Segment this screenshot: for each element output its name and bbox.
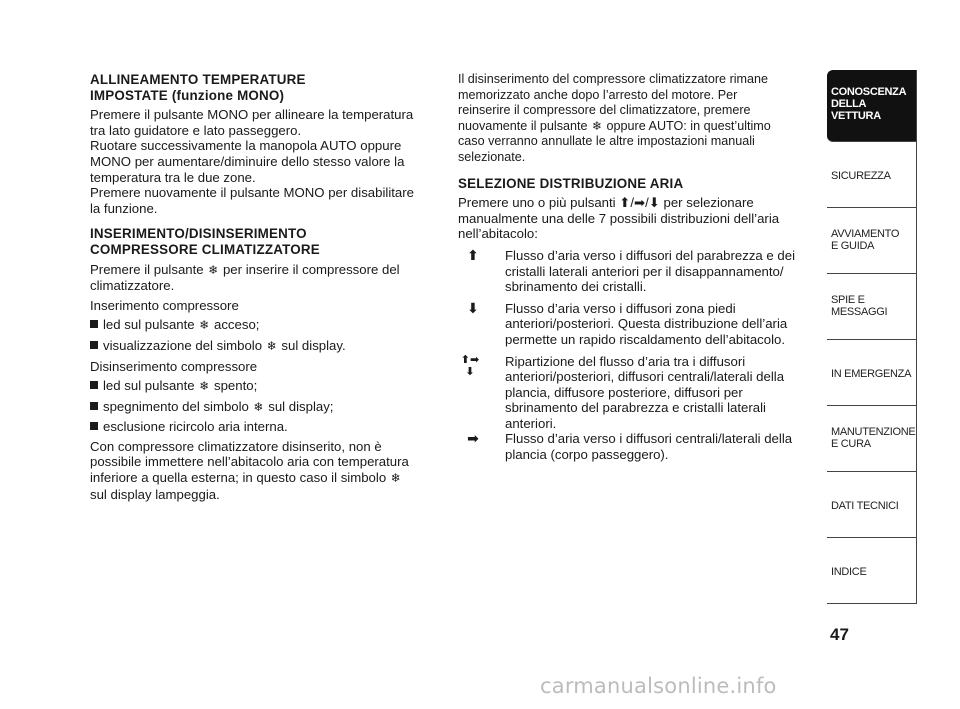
tab-dati-tecnici[interactable]: DATI TECNICI bbox=[827, 472, 917, 538]
bullet-icon bbox=[90, 402, 98, 410]
tab-indice[interactable]: INDICE bbox=[827, 538, 917, 604]
snowflake-icon: ❄ bbox=[266, 338, 277, 353]
snowflake-icon: ❄ bbox=[199, 379, 210, 394]
list-item: esclusione ricircolo aria interna. bbox=[90, 419, 442, 435]
chapter-tabs bbox=[827, 70, 917, 604]
arrow-combo-icon: ⬆➡⬇ bbox=[460, 353, 480, 378]
list-item: ➡ Flusso d’aria verso i diffusori centrali/laterali della plancia (corpo passeggero). bbox=[458, 431, 814, 462]
list-item: led sul pulsante ❄ acceso; bbox=[90, 317, 442, 334]
paragraph-distribution: Premere uno o più pulsanti ⬆/➡/⬇ per selezionare manualmente una delle 7 possibili distribuzioni dell’aria nell’abitacolo: bbox=[458, 195, 780, 242]
list-item: ⬆ Flusso d’aria verso i diffusori del parabrezza e dei cristalli laterali anteriori per il disappannamento/ sbrinamento dei cristalli. bbox=[458, 248, 814, 295]
tab-sicurezza[interactable]: SICUREZZA bbox=[827, 142, 917, 208]
paragraph-memory: Il disinserimento del compressore climatizzatore rimane memorizzato anche dopo l’arresto del motore. Per reinserire il compressore del climatizzatore, premere nuovamente il pulsante ❄ oppure AUTO: in quest’ultimo caso verranno annullate le altre impostazioni manuali selezionate. bbox=[458, 72, 771, 164]
list-item: ⬆➡⬇ Ripartizione del flusso d’aria tra i diffusori anteriori/posteriori, diffusori centrali/laterali della plancia, diffusore posteriore, diffusori per sbrinamento del parabrezza e cristalli laterali anteriori. bbox=[458, 354, 814, 432]
disable-title: Disinserimento compressore bbox=[90, 358, 258, 374]
snowflake-icon: ❄ bbox=[208, 262, 219, 277]
snowflake-icon: ❄ bbox=[199, 318, 210, 333]
tab-manutenzione[interactable]: MANUTENZIONE E CURA bbox=[827, 406, 917, 472]
heading-distribution: SELEZIONE DISTRIBUZIONE ARIA bbox=[458, 175, 684, 191]
bullet-icon bbox=[90, 341, 98, 349]
heading-compressor: INSERIMENTO/DISINSERIMENTO COMPRESSORE CLIMATIZZATORE bbox=[90, 226, 320, 257]
tab-conoscenza[interactable]: CONOSCENZA DELLA VETTURA bbox=[827, 70, 917, 142]
snowflake-icon: ❄ bbox=[390, 471, 401, 486]
list-item: led sul pulsante ❄ spento; bbox=[90, 378, 442, 395]
tab-emergenza[interactable]: IN EMERGENZA bbox=[827, 340, 917, 406]
insert-title: Inserimento compressore bbox=[90, 297, 239, 313]
tab-avviamento[interactable]: AVVIAMENTO E GUIDA bbox=[827, 208, 917, 274]
arrow-down-icon: ⬇ bbox=[467, 299, 479, 316]
left-column bbox=[90, 72, 442, 502]
paragraph-compressor: Premere il pulsante ❄ per inserire il compressore del climatizzatore. bbox=[90, 261, 400, 294]
paragraph-mono: Premere il pulsante MONO per allineare la temperatura tra lato guidatore e lato passeggero. Ruotare successivamente la manopola AUTO oppure MONO per aumentare/diminuire dello stesso valore la temperatura tra le due zone. Premere nuovamente il pulsante MONO per disabilitare la funzione. bbox=[90, 107, 414, 216]
list-item: ⬇ Flusso d’aria verso i diffusori zona piedi anteriori/posteriori. Questa distribuzione dell’aria permette un rapido riscaldamento dell’abitacolo. bbox=[458, 301, 814, 348]
snowflake-icon: ❄ bbox=[592, 118, 603, 133]
paragraph-warning: Con compressore climatizzatore disinserito, non è possibile immettere nell’abitacolo aria con temperatura inferiore a quella esterna; in questo caso il simbolo ❄ sul display lampeggia. bbox=[90, 438, 409, 502]
snowflake-icon: ❄ bbox=[253, 399, 264, 414]
bullet-icon bbox=[90, 381, 98, 389]
watermark: carmanualsonline.info bbox=[540, 674, 777, 698]
arrow-right-icon: ➡ bbox=[467, 430, 479, 447]
middle-column bbox=[458, 72, 814, 463]
arrow-up-icon: ⬆ bbox=[467, 246, 479, 263]
arrow-up-icon: ⬆ bbox=[619, 195, 631, 211]
page-number: 47 bbox=[830, 625, 849, 644]
arrow-down-icon: ⬇ bbox=[648, 195, 660, 211]
heading-mono: ALLINEAMENTO TEMPERATURE IMPOSTATE (funzione MONO) bbox=[90, 72, 306, 103]
bullet-icon bbox=[90, 422, 98, 430]
bullet-icon bbox=[90, 320, 98, 328]
list-item: visualizzazione del simbolo ❄ sul display. bbox=[90, 338, 442, 355]
list-item: spegnimento del simbolo ❄ sul display; bbox=[90, 399, 442, 416]
arrow-right-icon: ➡ bbox=[634, 195, 646, 211]
tab-spie[interactable]: SPIE E MESSAGGI bbox=[827, 274, 917, 340]
